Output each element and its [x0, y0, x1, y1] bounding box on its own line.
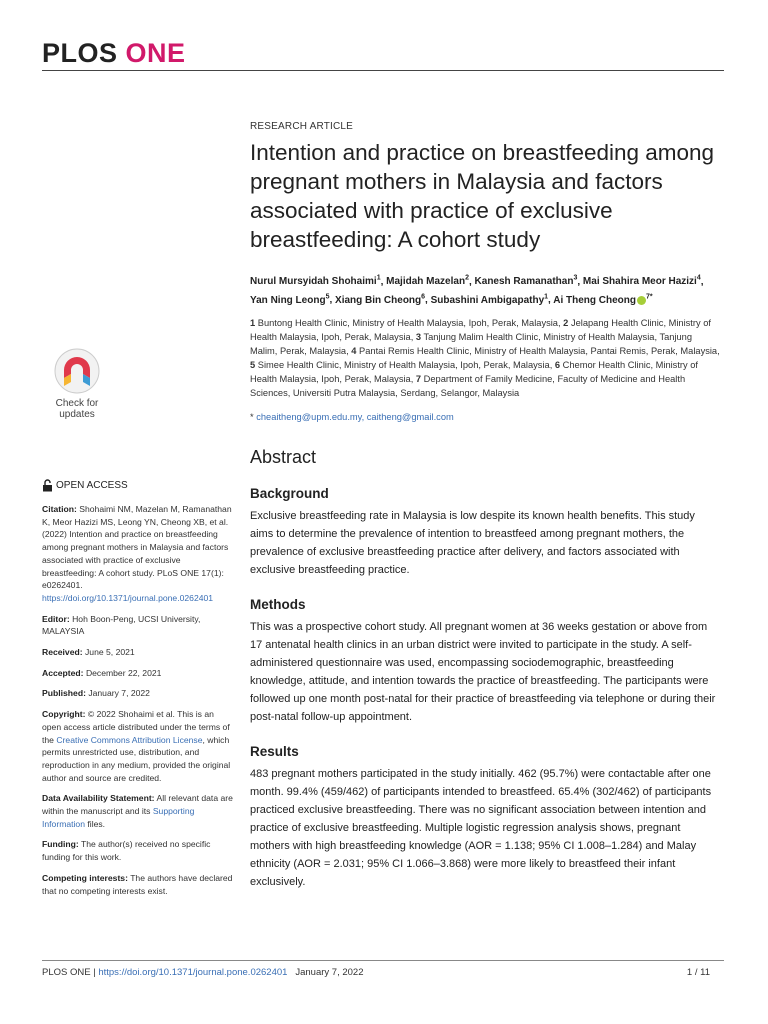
- check-updates-icon: [54, 348, 100, 394]
- corresponding-email: [250, 412, 720, 422]
- article-title: Intention and practice on breastfeeding among pregnant mothers in Malaysia and factors associated with practice of exclusive breastfeeding: A cohort study: [250, 140, 715, 252]
- check-line1: Check for: [55, 398, 99, 409]
- background-text: Exclusive breastfeeding rate in Malaysia is low despite its known health benefits. This study aims to determine the prevalence of intention to breastfeed among pregnant mothers, the prevalence of exclusive breastfeeding practice after delivery, and factors associated with exclusive breastfeeding practice.: [250, 509, 695, 576]
- received-date: June 5, 2021: [85, 647, 135, 658]
- received-label: Received:: [42, 647, 83, 658]
- article-info-sidebar: [42, 503, 234, 905]
- editor-block: [42, 613, 234, 638]
- citation-doi-link[interactable]: https://doi.org/10.1371/journal.pone.0262401: [42, 592, 214, 603]
- footer-rule: [42, 960, 724, 961]
- data-text2: files.: [87, 818, 106, 829]
- author[interactable]: Ai Theng Cheong $^{7*}$: [553, 293, 653, 306]
- logo-plos: PLOS: [42, 38, 118, 68]
- page-number: 1 / 11: [686, 967, 710, 978]
- logo-one: ONE: [125, 38, 186, 68]
- accepted-date: December 22, 2021: [85, 667, 162, 678]
- published-label: Published:: [42, 688, 86, 699]
- footer-date: January 7, 2022: [295, 967, 364, 978]
- received-block: [42, 646, 234, 659]
- citation-text: Shohaimi NM, Mazelan M, Ramanathan K, Meor Hazizi MS, Leong YN, Cheong XB, et al. (2022) Intention and practice on breastfeeding among pregnant mothers in Malaysia and factors associated with practice of exclusive breastfeeding: A cohort study. PLoS ONE 17(1): e0262401.: [42, 504, 232, 591]
- accepted-label: Accepted:: [42, 667, 84, 678]
- header-rule: [42, 70, 724, 71]
- citation-label: Citation:: [42, 504, 77, 514]
- page-footer: [42, 967, 710, 978]
- methods-heading: Methods: [250, 596, 306, 612]
- data-availability-block: [42, 792, 234, 830]
- copyright-label: Copyright:: [42, 709, 86, 720]
- open-access-label: [42, 479, 128, 492]
- competing-label: Competing interests:: [42, 872, 128, 883]
- check-line2: updates: [59, 409, 95, 420]
- open-lock-icon: [42, 479, 53, 492]
- article-type: RESEARCH ARTICLE: [250, 121, 354, 132]
- copyright-block: [42, 708, 234, 784]
- author[interactable]: Nurul Mursyidah Shohaimi$^1$: [250, 275, 381, 288]
- affiliations: 1 Buntong Health Clinic, Ministry of Health Malaysia, Ipoh, Perak, Malaysia, 2 Jelapang Health Clinic, Ministry of Health Malaysia, Ipoh, Perak, Malaysia, 3 Tanjung Malim Health Clinic, Ministry of Health Malaysia, Tanjung Malim, Perak, Malaysia, 4 Pantai Remis Health Clinic, Ministry of Health Malaysia, Pantai Remis, Perak, Malaysia, 5 Simee Health Clinic, Ministry of Health Malaysia, Ipoh, Perak, Malaysia, 6 Chemor Health Clinic, Ministry of Health Malaysia, Ipoh, Perak, Malaysia, 7 Department of Family Medicine, Faculty of Medicine and Health Sciences, Universiti Putra Malaysia, Serdang, Selangor, Malaysia: [250, 317, 720, 398]
- funding-block: [42, 838, 234, 863]
- plos-one-logo[interactable]: [42, 38, 186, 69]
- editor-label: Editor:: [42, 613, 70, 624]
- funding-text: The author(s) received no specific funding for this work.: [42, 839, 211, 863]
- methods-text: This was a prospective cohort study. All pregnant women at 36 weeks gestation or above from 17 antenatal health clinics in an urban district were invited to participate in the study. A self-administered questionnaire was used, encompassing sociodemographic, breastfeeding knowledge, attitude, and intention towards the practice of breastfeeding. The participants were followed up one month post-natal for their practice of breastfeeding via telephone or during their post-natal follow-up appointment.: [250, 620, 716, 723]
- copyright-text1: © 2022 Shohaimi et al. This is an open access article distributed under the terms of the: [42, 709, 230, 745]
- accepted-block: [42, 667, 234, 680]
- corresponding-star: *: [250, 411, 254, 422]
- author[interactable]: Kanesh Ramanathan$^3$: [474, 275, 578, 288]
- cc-license-link[interactable]: Creative Commons Attribution License: [56, 734, 203, 745]
- author[interactable]: Yan Ning Leong$^5$: [250, 293, 330, 306]
- footer-sep: |: [93, 967, 96, 978]
- published-block: [42, 687, 234, 700]
- data-label: Data Availability Statement:: [42, 793, 155, 804]
- competing-text: The authors have declared that no competing interests exist.: [42, 872, 233, 896]
- competing-block: [42, 872, 234, 897]
- orcid-icon[interactable]: [637, 296, 646, 305]
- copyright-text2: , which permits unrestricted use, distribution, and reproduction in any medium, provided the original author and source are credited.: [42, 734, 231, 783]
- author[interactable]: Xiang Bin Cheong$^6$: [335, 293, 426, 306]
- data-text1: All relevant data are within the manuscript and its: [42, 793, 233, 817]
- main-column: [250, 121, 720, 891]
- results-heading: Results: [250, 743, 299, 759]
- author[interactable]: Mai Shahira Meor Hazizi$^4$: [582, 275, 701, 288]
- email-links[interactable]: cheaitheng@upm.edu.my, caitheng@gmail.com: [256, 411, 454, 422]
- footer-journal: PLOS ONE: [42, 967, 91, 978]
- citation-block: [42, 503, 234, 605]
- author[interactable]: Majidah Mazelan$^2$: [386, 275, 469, 288]
- abstract-heading: Abstract: [250, 446, 317, 467]
- footer-doi-link[interactable]: https://doi.org/10.1371/journal.pone.0262401: [98, 967, 288, 978]
- published-date: January 7, 2022: [88, 688, 150, 699]
- background-heading: Background: [250, 485, 329, 501]
- editor-text: Hoh Boon-Peng, UCSI University, MALAYSIA: [42, 613, 201, 637]
- author[interactable]: Subashini Ambigapathy$^1$: [430, 293, 549, 306]
- check-for-updates-badge[interactable]: [42, 348, 232, 420]
- open-access-text: OPEN ACCESS: [56, 480, 128, 491]
- funding-label: Funding:: [42, 839, 79, 850]
- author-list: Nurul Mursyidah Shohaimi$^1$, Majidah Mazelan$^2$, Kanesh Ramanathan$^3$, Mai Shahira Meor Hazizi$^4$, Yan Ning Leong$^5$, Xiang Bin Cheong$^6$, Subashini Ambigapathy$^1$, Ai Theng Cheong $^{7*}$: [250, 275, 704, 306]
- supporting-info-link[interactable]: Supporting Information: [42, 806, 195, 829]
- results-text: 483 pregnant mothers participated in the study initially. 462 (95.7%) were contactable after one month. 99.4% (459/462) of participants intended to breastfeed. 65.4% (302/462) of participants practiced exclusive breastfeeding. There was no significant association between intention and practice of exclusive breastfeeding. Multiple logistic regression analysis shows, pregnant mothers with high breastfeeding knowledge (AOR = 1.138; 95% CI 1.008–1.284) and Malay ethnicity (AOR = 2.031; 95% CI 1.066–3.868) were more likely to breastfeed their infant exclusively.: [250, 767, 712, 888]
